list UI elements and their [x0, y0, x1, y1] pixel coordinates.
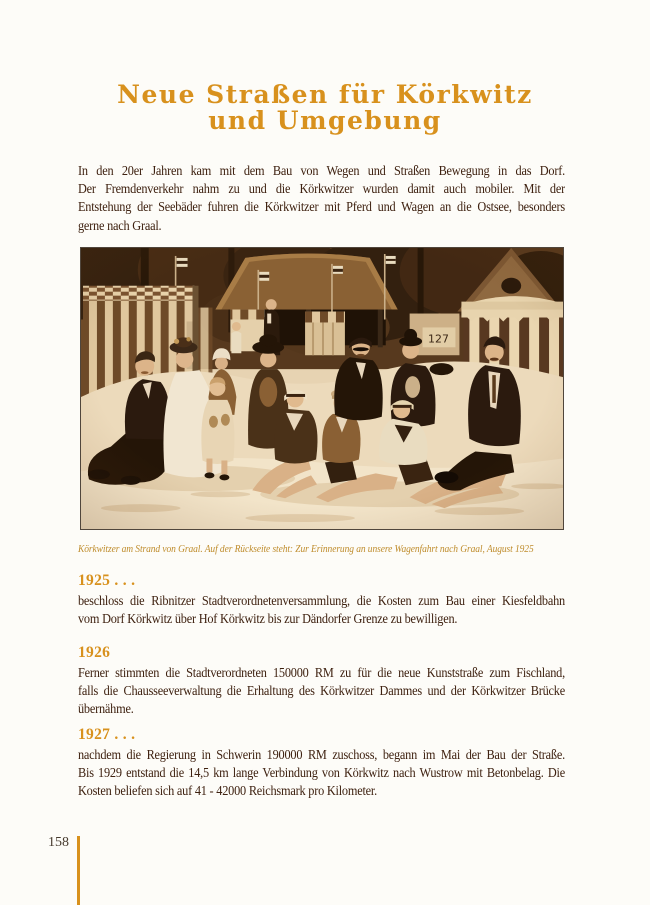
photo-vignette — [81, 248, 563, 529]
intro-paragraph — [78, 163, 565, 236]
year-section-1926 — [78, 645, 632, 720]
year-text-1927 — [78, 747, 565, 802]
section-line: übernähme. — [78, 702, 134, 718]
year-heading-1925: 1925 . . . — [78, 572, 136, 589]
footer-rule — [77, 836, 80, 905]
year-heading-1926: 1926 — [78, 644, 111, 661]
beach-photo-illustration — [81, 248, 563, 529]
intro-line: gerne nach Graal. — [78, 218, 162, 234]
year-heading-1927: 1927 . . . — [78, 726, 136, 743]
section-line: vom Dorf Körkwitz über Hof Körkwitz bis zur Dändorfer Grenze zu bewilligen. — [78, 612, 458, 628]
year-section-1927 — [78, 727, 632, 802]
intro-line: In den 20er Jahren kam mit dem Bau von Wegen und Straßen Bewegung in das Dorf. — [78, 164, 565, 179]
page-title — [0, 82, 650, 134]
photo-caption: Körkwitzer am Strand von Graal. Auf der Rückseite steht: Zur Erinnerung an unsere Wagenfahrt nach Graal, August 1925 — [78, 543, 534, 555]
year-text-1926 — [78, 665, 565, 720]
section-line: Ferner stimmten die Stadtverordneten 150000 RM zu für die neue Kunststraße zum Fischland, — [78, 666, 565, 681]
section-line: Kosten beliefen sich auf 41 - 42000 Reichsmark pro Kilometer. — [78, 784, 377, 800]
intro-line: Entstehung der Seebäder fuhren die Körkwitzer mit Pferd und Wagen an die Ostsee, besonders — [78, 200, 565, 216]
year-section-1925 — [78, 573, 632, 629]
year-text-1925 — [78, 593, 565, 629]
beach-photo — [80, 247, 564, 530]
page-title-line1: Neue Straßen für Körkwitz — [117, 80, 533, 109]
page-title-line2: und Umgebung — [208, 106, 442, 135]
intro-line: Der Fremdenverkehr nahm zu und die Körkwitzer wurden damit auch mobiler. Mit der — [78, 182, 565, 198]
page-number: 158 — [48, 835, 69, 850]
section-line: beschloss die Ribnitzer Stadtverordnetenversammlung, die Kosten zum Bau einer Kiesfeldbahn — [78, 594, 565, 609]
section-line: falls die Chausseeverwaltung die Erhaltung des Körkwitzer Dammes und der Körkwitzer Brücke — [78, 684, 565, 700]
section-line: Bis 1929 entstand die 14,5 km lange Verbindung von Körkwitz nach Wustrow mit Betonbelag. Die — [78, 766, 565, 782]
section-line: nachdem die Regierung in Schwerin 190000 RM zuschoss, begann im Mai der Bau der Straße. — [78, 748, 565, 763]
